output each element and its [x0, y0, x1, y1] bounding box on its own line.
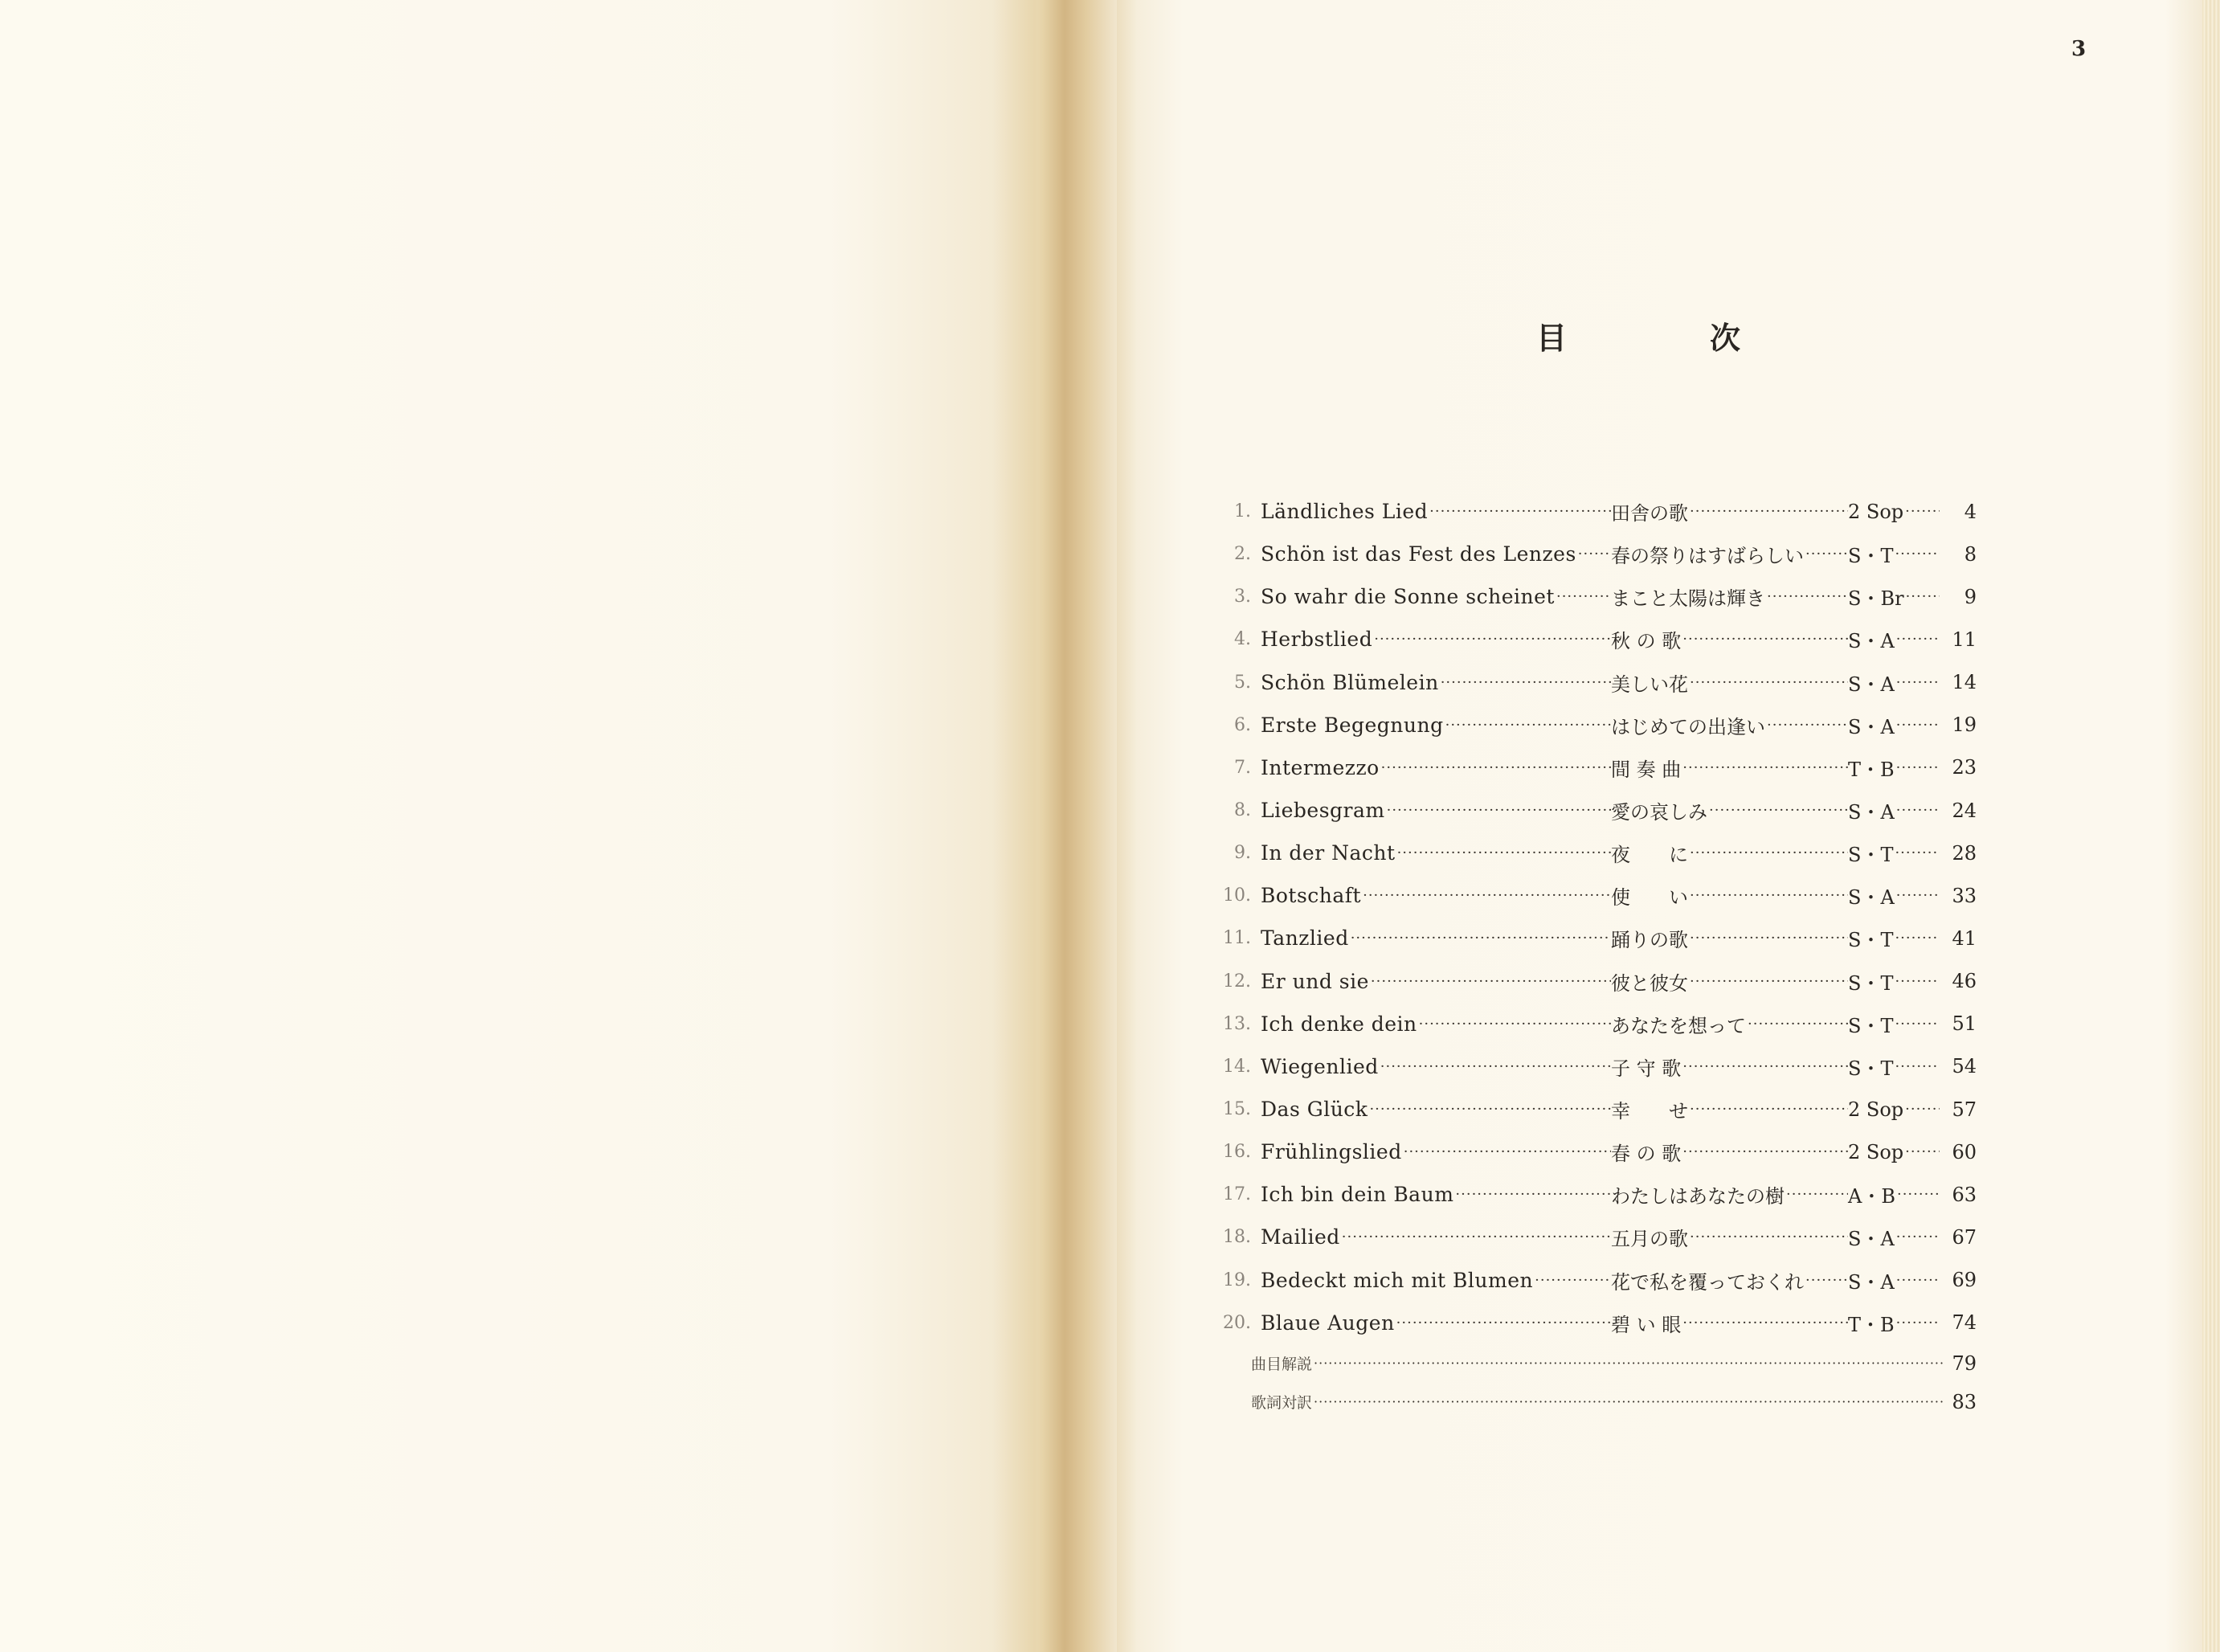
entry-title-japanese: 夜 に	[1611, 844, 1688, 867]
entry-title-japanese: 春 の 歌	[1611, 1143, 1682, 1166]
entry-voicing: S・T	[1848, 545, 1894, 568]
leader-dots	[1312, 1356, 1944, 1371]
leader-dots	[1340, 1229, 1611, 1245]
entry-voice-page	[1848, 967, 1977, 996]
entry-page-number: 51	[1952, 1012, 1977, 1036]
entry-voicing: 2 Sop	[1848, 500, 1904, 523]
toc-entry	[1201, 746, 1977, 789]
entry-page-number: 4	[1964, 500, 1977, 523]
entry-voice-page	[1848, 711, 1977, 739]
entry-page-number: 63	[1952, 1183, 1977, 1206]
entry-title-japanese-wrap	[1611, 1223, 1848, 1251]
entry-number: 9.	[1234, 843, 1251, 864]
entry-title-german: Frühlingslied	[1261, 1140, 1402, 1164]
entry-title-japanese-wrap	[1611, 1309, 1848, 1337]
entry-title-german: Erste Begegnung	[1261, 713, 1444, 737]
left-page	[0, 0, 1036, 1652]
entry-page-number: 19	[1952, 714, 1977, 737]
leader-dots	[1681, 631, 1848, 648]
appendix-page-number: 83	[1952, 1390, 1977, 1413]
entry-title-japanese: 幸 せ	[1611, 1100, 1688, 1123]
appendix-label: 曲目解説	[1251, 1356, 1313, 1374]
page-title: 目 次	[1536, 320, 1797, 356]
entry-voice-page	[1848, 583, 1977, 611]
entry-voice-page	[1848, 1010, 1977, 1038]
leader-dots	[1385, 802, 1611, 819]
entry-page-number: 28	[1952, 841, 1977, 865]
leader-dots	[1893, 844, 1940, 861]
entry-voice-page	[1848, 540, 1977, 568]
leader-dots	[1372, 631, 1611, 648]
leader-dots	[1688, 1229, 1848, 1245]
entry-title-japanese-wrap	[1611, 1053, 1848, 1081]
entry-voice-page	[1848, 1098, 1977, 1121]
toc-entry	[1201, 917, 1977, 959]
leader-dots	[1904, 588, 1940, 605]
leader-dots	[1688, 887, 1848, 904]
entry-number: 6.	[1234, 714, 1251, 735]
entry-page-number: 23	[1952, 756, 1977, 779]
entry-voice-page	[1848, 1053, 1977, 1081]
leader-dots	[1396, 844, 1611, 861]
leader-dots	[1688, 844, 1848, 861]
toc-entry	[1201, 1259, 1977, 1302]
leader-dots	[1765, 588, 1848, 605]
toc-entry	[1201, 1173, 1977, 1216]
entry-title-japanese: あなたを想って	[1611, 1014, 1746, 1037]
toc-entry	[1201, 490, 1977, 533]
entry-voicing: S・T	[1848, 1014, 1894, 1037]
entry-number: 14.	[1223, 1056, 1251, 1077]
entry-title-german: Das Glück	[1261, 1098, 1368, 1122]
entry-number: 2.	[1234, 544, 1251, 565]
entry-voicing: S・T	[1848, 929, 1894, 952]
entry-title-japanese: 間 奏 曲	[1611, 758, 1682, 781]
entry-number: 19.	[1223, 1270, 1251, 1290]
entry-title-japanese-wrap	[1611, 796, 1848, 824]
leader-dots	[1893, 1016, 1940, 1032]
entry-title-japanese: わたしはあなたの樹	[1611, 1185, 1785, 1208]
entry-title-japanese-wrap	[1611, 711, 1848, 739]
entry-title-japanese: 碧 い 眼	[1611, 1313, 1682, 1336]
entry-title-german: Ich denke dein	[1261, 1012, 1417, 1036]
entry-voicing: S・T	[1848, 1057, 1894, 1080]
entry-page-number: 14	[1952, 671, 1977, 694]
entry-title-japanese-wrap	[1611, 1138, 1848, 1166]
entry-title-japanese: 彼と彼女	[1611, 971, 1688, 995]
entry-number: 10.	[1223, 885, 1251, 906]
entry-voicing: S・A	[1848, 801, 1895, 824]
entry-title-japanese: 子 守 歌	[1611, 1057, 1682, 1080]
entry-title-japanese: 踊りの歌	[1611, 929, 1688, 952]
leader-dots	[1903, 1101, 1940, 1118]
leader-dots	[1681, 1143, 1848, 1160]
toc-entry	[1201, 1131, 1977, 1173]
toc-entry	[1201, 1088, 1977, 1131]
entry-title-japanese-wrap	[1611, 924, 1848, 952]
leader-dots	[1368, 1101, 1611, 1118]
entry-number: 4.	[1234, 629, 1251, 650]
leader-dots	[1895, 1229, 1940, 1245]
leader-dots	[1893, 546, 1940, 562]
entry-title-japanese: 使 い	[1611, 886, 1688, 910]
toc-entry	[1201, 704, 1977, 746]
leader-dots	[1895, 1272, 1940, 1289]
entry-title-german: Schön Blümelein	[1261, 670, 1439, 694]
toc-entry	[1201, 960, 1977, 1003]
entry-title-japanese-wrap	[1611, 625, 1848, 653]
leader-dots	[1379, 1058, 1611, 1075]
toc-entry	[1201, 533, 1977, 575]
entry-voice-page	[1848, 1141, 1977, 1163]
entry-title-japanese: 花で私を覆っておくれ	[1611, 1270, 1804, 1294]
entry-voicing: 2 Sop	[1848, 1098, 1904, 1121]
entry-title-german: Ländliches Lied	[1261, 500, 1429, 524]
toc-entry	[1201, 661, 1977, 704]
entry-number: 18.	[1223, 1227, 1251, 1248]
leader-dots	[1444, 717, 1611, 734]
toc-entry	[1201, 1045, 1977, 1088]
leader-dots	[1707, 802, 1848, 819]
entry-title-japanese-wrap	[1611, 754, 1848, 782]
entry-voicing: S・Br	[1848, 587, 1904, 611]
leader-dots	[1895, 887, 1940, 904]
leader-dots	[1576, 546, 1611, 562]
entry-title-german: Bedeckt mich mit Blumen	[1261, 1268, 1534, 1292]
leader-dots	[1349, 930, 1611, 947]
entry-number: 20.	[1223, 1312, 1251, 1333]
entry-number: 11.	[1223, 928, 1251, 949]
entry-page-number: 67	[1952, 1225, 1977, 1249]
entry-voicing: S・A	[1848, 886, 1895, 910]
entry-title-german: Botschaft	[1261, 884, 1362, 908]
entry-voice-page	[1848, 881, 1977, 910]
appendix-label: 歌詞対訳	[1251, 1394, 1313, 1413]
leader-dots	[1895, 631, 1940, 648]
leader-dots	[1428, 503, 1611, 520]
leader-dots	[1380, 759, 1611, 776]
leader-dots	[1746, 1016, 1848, 1032]
entry-title-japanese-wrap	[1611, 669, 1848, 697]
leader-dots	[1895, 1315, 1940, 1331]
appendix-page-number: 79	[1952, 1351, 1977, 1375]
entry-voice-page	[1848, 754, 1977, 782]
toc-entry	[1201, 1003, 1977, 1045]
entry-title-japanese-wrap	[1611, 1266, 1848, 1294]
entry-voicing: 2 Sop	[1848, 1140, 1904, 1163]
entry-number: 12.	[1223, 971, 1251, 992]
leader-dots	[1688, 1101, 1848, 1118]
entry-voicing: T・B	[1848, 1313, 1895, 1336]
toc-appendix-entry	[1251, 1344, 1977, 1383]
entry-page-number: 74	[1952, 1311, 1977, 1335]
entry-title-japanese-wrap	[1611, 583, 1848, 611]
entry-title-german: Liebesgram	[1261, 799, 1385, 823]
leader-dots	[1361, 887, 1611, 904]
entry-number: 3.	[1234, 587, 1251, 607]
leader-dots	[1688, 930, 1848, 947]
leader-dots	[1395, 1315, 1611, 1331]
entry-voice-page	[1848, 1223, 1977, 1251]
leader-dots	[1765, 717, 1848, 734]
entry-voice-page	[1848, 839, 1977, 867]
leader-dots	[1312, 1394, 1944, 1409]
entry-voicing: S・A	[1848, 630, 1895, 653]
entry-page-number: 8	[1964, 542, 1977, 566]
entry-voice-page	[1848, 1180, 1977, 1208]
leader-dots	[1453, 1186, 1611, 1203]
entry-page-number: 11	[1952, 628, 1977, 651]
entry-number: 15.	[1223, 1099, 1251, 1120]
entry-voice-page	[1848, 796, 1977, 824]
entry-page-number: 54	[1952, 1055, 1977, 1078]
entry-title-japanese: 田舎の歌	[1611, 502, 1688, 525]
page-edge	[2202, 0, 2220, 1652]
entry-voicing: A・B	[1848, 1185, 1895, 1208]
entry-page-number: 57	[1952, 1098, 1977, 1121]
entry-title-japanese: 五月の歌	[1611, 1228, 1688, 1251]
entry-title-german: Mailied	[1261, 1225, 1340, 1249]
entry-title-japanese: 春の祭りはすばらしい	[1611, 545, 1804, 568]
leader-dots	[1903, 1143, 1940, 1160]
toc-entry	[1201, 618, 1977, 660]
entry-title-japanese: 秋 の 歌	[1611, 630, 1682, 653]
entry-title-japanese-wrap	[1611, 839, 1848, 867]
entry-title-german: Tanzlied	[1261, 926, 1349, 951]
leader-dots	[1895, 717, 1940, 734]
leader-dots	[1688, 674, 1848, 691]
entry-page-number: 24	[1952, 799, 1977, 822]
entry-voicing: S・T	[1848, 971, 1894, 995]
leader-dots	[1417, 1016, 1611, 1032]
entry-number: 13.	[1223, 1013, 1251, 1034]
toc-entry	[1201, 1216, 1977, 1258]
entry-number: 1.	[1234, 501, 1251, 522]
entry-title-japanese-wrap	[1611, 881, 1848, 910]
entry-title-german: So wahr die Sonne scheinet	[1261, 585, 1555, 609]
entry-voice-page	[1848, 1266, 1977, 1294]
leader-dots	[1785, 1186, 1848, 1203]
leader-dots	[1893, 973, 1940, 990]
entry-title-japanese-wrap	[1611, 540, 1848, 568]
entry-voicing: S・A	[1848, 673, 1895, 696]
entry-title-japanese-wrap	[1611, 1180, 1848, 1208]
entry-title-german: Schön ist das Fest des Lenzes	[1261, 542, 1576, 566]
entry-voice-page	[1848, 669, 1977, 697]
toc-entry	[1201, 874, 1977, 917]
leader-dots	[1895, 759, 1940, 776]
entry-number: 17.	[1223, 1184, 1251, 1205]
leader-dots	[1439, 674, 1611, 691]
entry-voice-page	[1848, 924, 1977, 952]
entry-number: 16.	[1223, 1142, 1251, 1163]
toc-entry	[1201, 1302, 1977, 1344]
entry-title-japanese: まこと太陽は輝き	[1611, 587, 1765, 611]
entry-number: 5.	[1234, 672, 1251, 693]
entry-voicing: S・A	[1848, 1228, 1895, 1251]
entry-page-number: 69	[1952, 1269, 1977, 1292]
entry-title-german: In der Nacht	[1261, 841, 1396, 865]
leader-dots	[1804, 546, 1848, 562]
toc-entry	[1201, 575, 1977, 618]
entry-title-german: Er und sie	[1261, 969, 1369, 993]
leader-dots	[1895, 674, 1940, 691]
entry-title-japanese: 愛の哀しみ	[1611, 801, 1707, 824]
leader-dots	[1903, 503, 1940, 520]
entry-voice-page	[1848, 625, 1977, 653]
leader-dots	[1555, 588, 1611, 605]
table-of-contents	[1201, 490, 1977, 1421]
leader-dots	[1681, 759, 1848, 776]
leader-dots	[1688, 503, 1848, 520]
toc-entry	[1201, 789, 1977, 832]
toc-entry	[1201, 832, 1977, 874]
entry-voicing: S・A	[1848, 1270, 1895, 1294]
entry-title-german: Herbstlied	[1261, 628, 1373, 652]
leader-dots	[1895, 1186, 1940, 1203]
entry-title-japanese-wrap	[1611, 1095, 1848, 1123]
entry-page-number: 9	[1964, 585, 1977, 608]
toc-appendix-entry	[1251, 1383, 1977, 1421]
leader-dots	[1895, 802, 1940, 819]
leader-dots	[1402, 1143, 1611, 1160]
leader-dots	[1681, 1315, 1848, 1331]
leader-dots	[1893, 930, 1940, 947]
entry-title-japanese-wrap	[1611, 497, 1848, 525]
entry-title-japanese-wrap	[1611, 1010, 1848, 1038]
entry-voicing: S・A	[1848, 715, 1895, 738]
entry-title-german: Wiegenlied	[1261, 1054, 1379, 1078]
entry-title-german: Blaue Augen	[1261, 1311, 1395, 1335]
entry-title-german: Intermezzo	[1261, 755, 1380, 779]
leader-dots	[1688, 973, 1848, 990]
entry-page-number: 33	[1952, 884, 1977, 907]
entry-title-japanese-wrap	[1611, 967, 1848, 996]
entry-number: 7.	[1234, 757, 1251, 778]
entry-number: 8.	[1234, 800, 1251, 821]
leader-dots	[1533, 1272, 1611, 1289]
entry-voice-page	[1848, 501, 1977, 523]
entry-page-number: 41	[1952, 926, 1977, 950]
entry-title-german: Ich bin dein Baum	[1261, 1183, 1454, 1207]
entry-voicing: S・T	[1848, 844, 1894, 867]
entry-page-number: 46	[1952, 970, 1977, 993]
entry-title-japanese: はじめての出逢い	[1611, 715, 1765, 738]
entry-voicing: T・B	[1848, 758, 1895, 781]
leader-dots	[1893, 1058, 1940, 1075]
book-gutter	[992, 0, 1137, 1652]
leader-dots	[1369, 973, 1611, 990]
entry-page-number: 60	[1952, 1140, 1977, 1163]
entry-voice-page	[1848, 1309, 1977, 1337]
leader-dots	[1804, 1272, 1848, 1289]
page-number: 3	[2071, 37, 2087, 61]
leader-dots	[1681, 1058, 1848, 1075]
entry-title-japanese: 美しい花	[1611, 673, 1688, 696]
